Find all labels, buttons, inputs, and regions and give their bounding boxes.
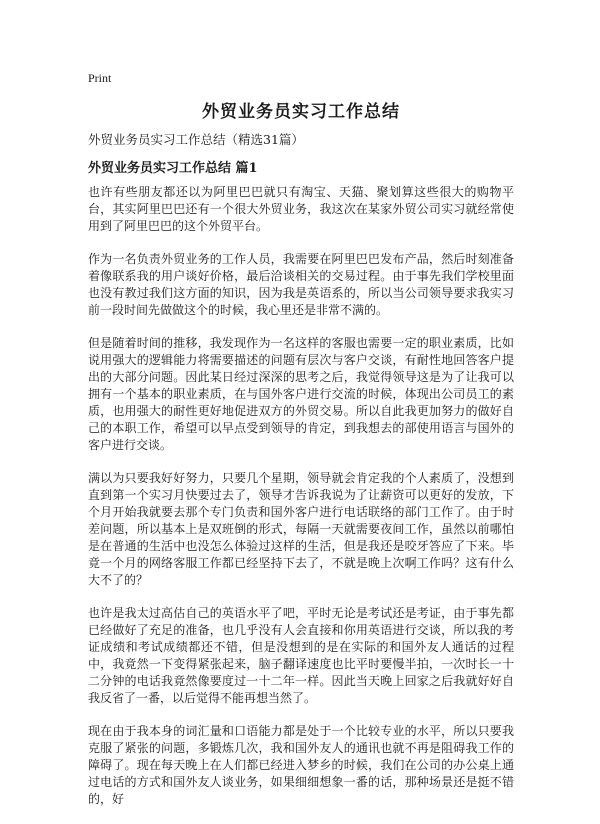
- paragraph-5: 也许是我太过高估自己的英语水平了吧，平时无论是考试还是考证，由于事先都已经做好了充足的准备，也几乎没有人会直接和你用英语进行交谈，所以我的考证成绩和考试成绩都还不错，但是没想到的是在实际的和国外友人通话的过程中，我竟然一下变得紧张起来，脑子翻译速度也比平时要慢半拍，一次时长一十二分钟的电话我竟然像要度过一十二年一样。因此当天晚上回家之后我就好好自我反省了一番，以后觉得不能再想当然了。: [88, 606, 514, 705]
- paragraph-6: 现在由于我本身的词汇量和口语能力都是处于一个比较专业的水平，所以只要我克服了紧张的问题，多锻炼几次，我和国外友人的通讯也就不再是阻碍我工作的障碍了。现在每天晚上在人们都已经进入梦乡的时候，我们在公司的办公桌上通过电话的方式和国外友人谈业务，如果细细想象一番的话，那种场景还是挺不错的，好: [88, 724, 514, 806]
- document-title: 外贸业务员实习工作总结: [202, 102, 400, 122]
- document-subtitle: 外贸业务员实习工作总结（精选31篇）: [88, 132, 304, 147]
- document-body: [88, 184, 514, 824]
- paragraph-1: 也许有些朋友都还以为阿里巴巴就只有淘宝、天猫、聚划算这些很大的购物平台，其实阿里巴巴还有一个很大外贸业务，我这次在某家外贸公司实习就经常使用到了阿里巴巴的这个外贸平台。: [88, 185, 514, 233]
- section-heading: 外贸业务员实习工作总结 篇1: [88, 161, 258, 176]
- paragraph-3: 但是随着时间的推移，我发现作为一名这样的客服也需要一定的职业素质，比如说用强大的逻辑能力将需要描述的问题有层次与客户交谈，有耐性地回答客户提出的大部分问题。因此某日经过深深的思考之后，我觉得领导这是为了让我可以拥有一个基本的职业素质，在与国外客户进行交流的时候，体现出公司员工的素质，也用强大的耐性更好地促进双方的外贸交易。所以自此我更加努力的做好自己的本职工作，希望可以早点受到领导的肯定，到我想去的部使用语言与国外的客户进行交谈。: [88, 336, 514, 452]
- paragraph-2: 作为一名负责外贸业务的工作人员，我需要在阿里巴巴发布产品，然后时刻准备着像联系我的用户谈好价格，最后洽谈相关的交易过程。由于事先我们学校里面也没有教过我们这方面的知识，因为我是英语系的，所以当公司领导要求我实习前一段时间先做做这个的时候，我心里还是非常不满的。: [88, 252, 514, 317]
- paragraph-4: 满以为只要我好好努力，只要几个星期，领导就会肯定我的个人素质了，没想到直到第一个实习月快要过去了，领导才告诉我说为了让薪资可以更好的发放，下个月开始我就要去那个专门负责和国外客户进行电话联络的部门工作了。由于时差问题，所以基本上是双班倒的形式，每隔一天就需要夜间工作，虽然以前哪怕是在普通的生活中也没怎么体验过这样的生活，但是我还是咬牙答应了下来。毕竟一个月的网络客服工作都已经坚持下去了，不就是晚上次啊工作吗？这有什么大不了的？: [88, 471, 514, 587]
- print-link[interactable]: Print: [88, 71, 112, 85]
